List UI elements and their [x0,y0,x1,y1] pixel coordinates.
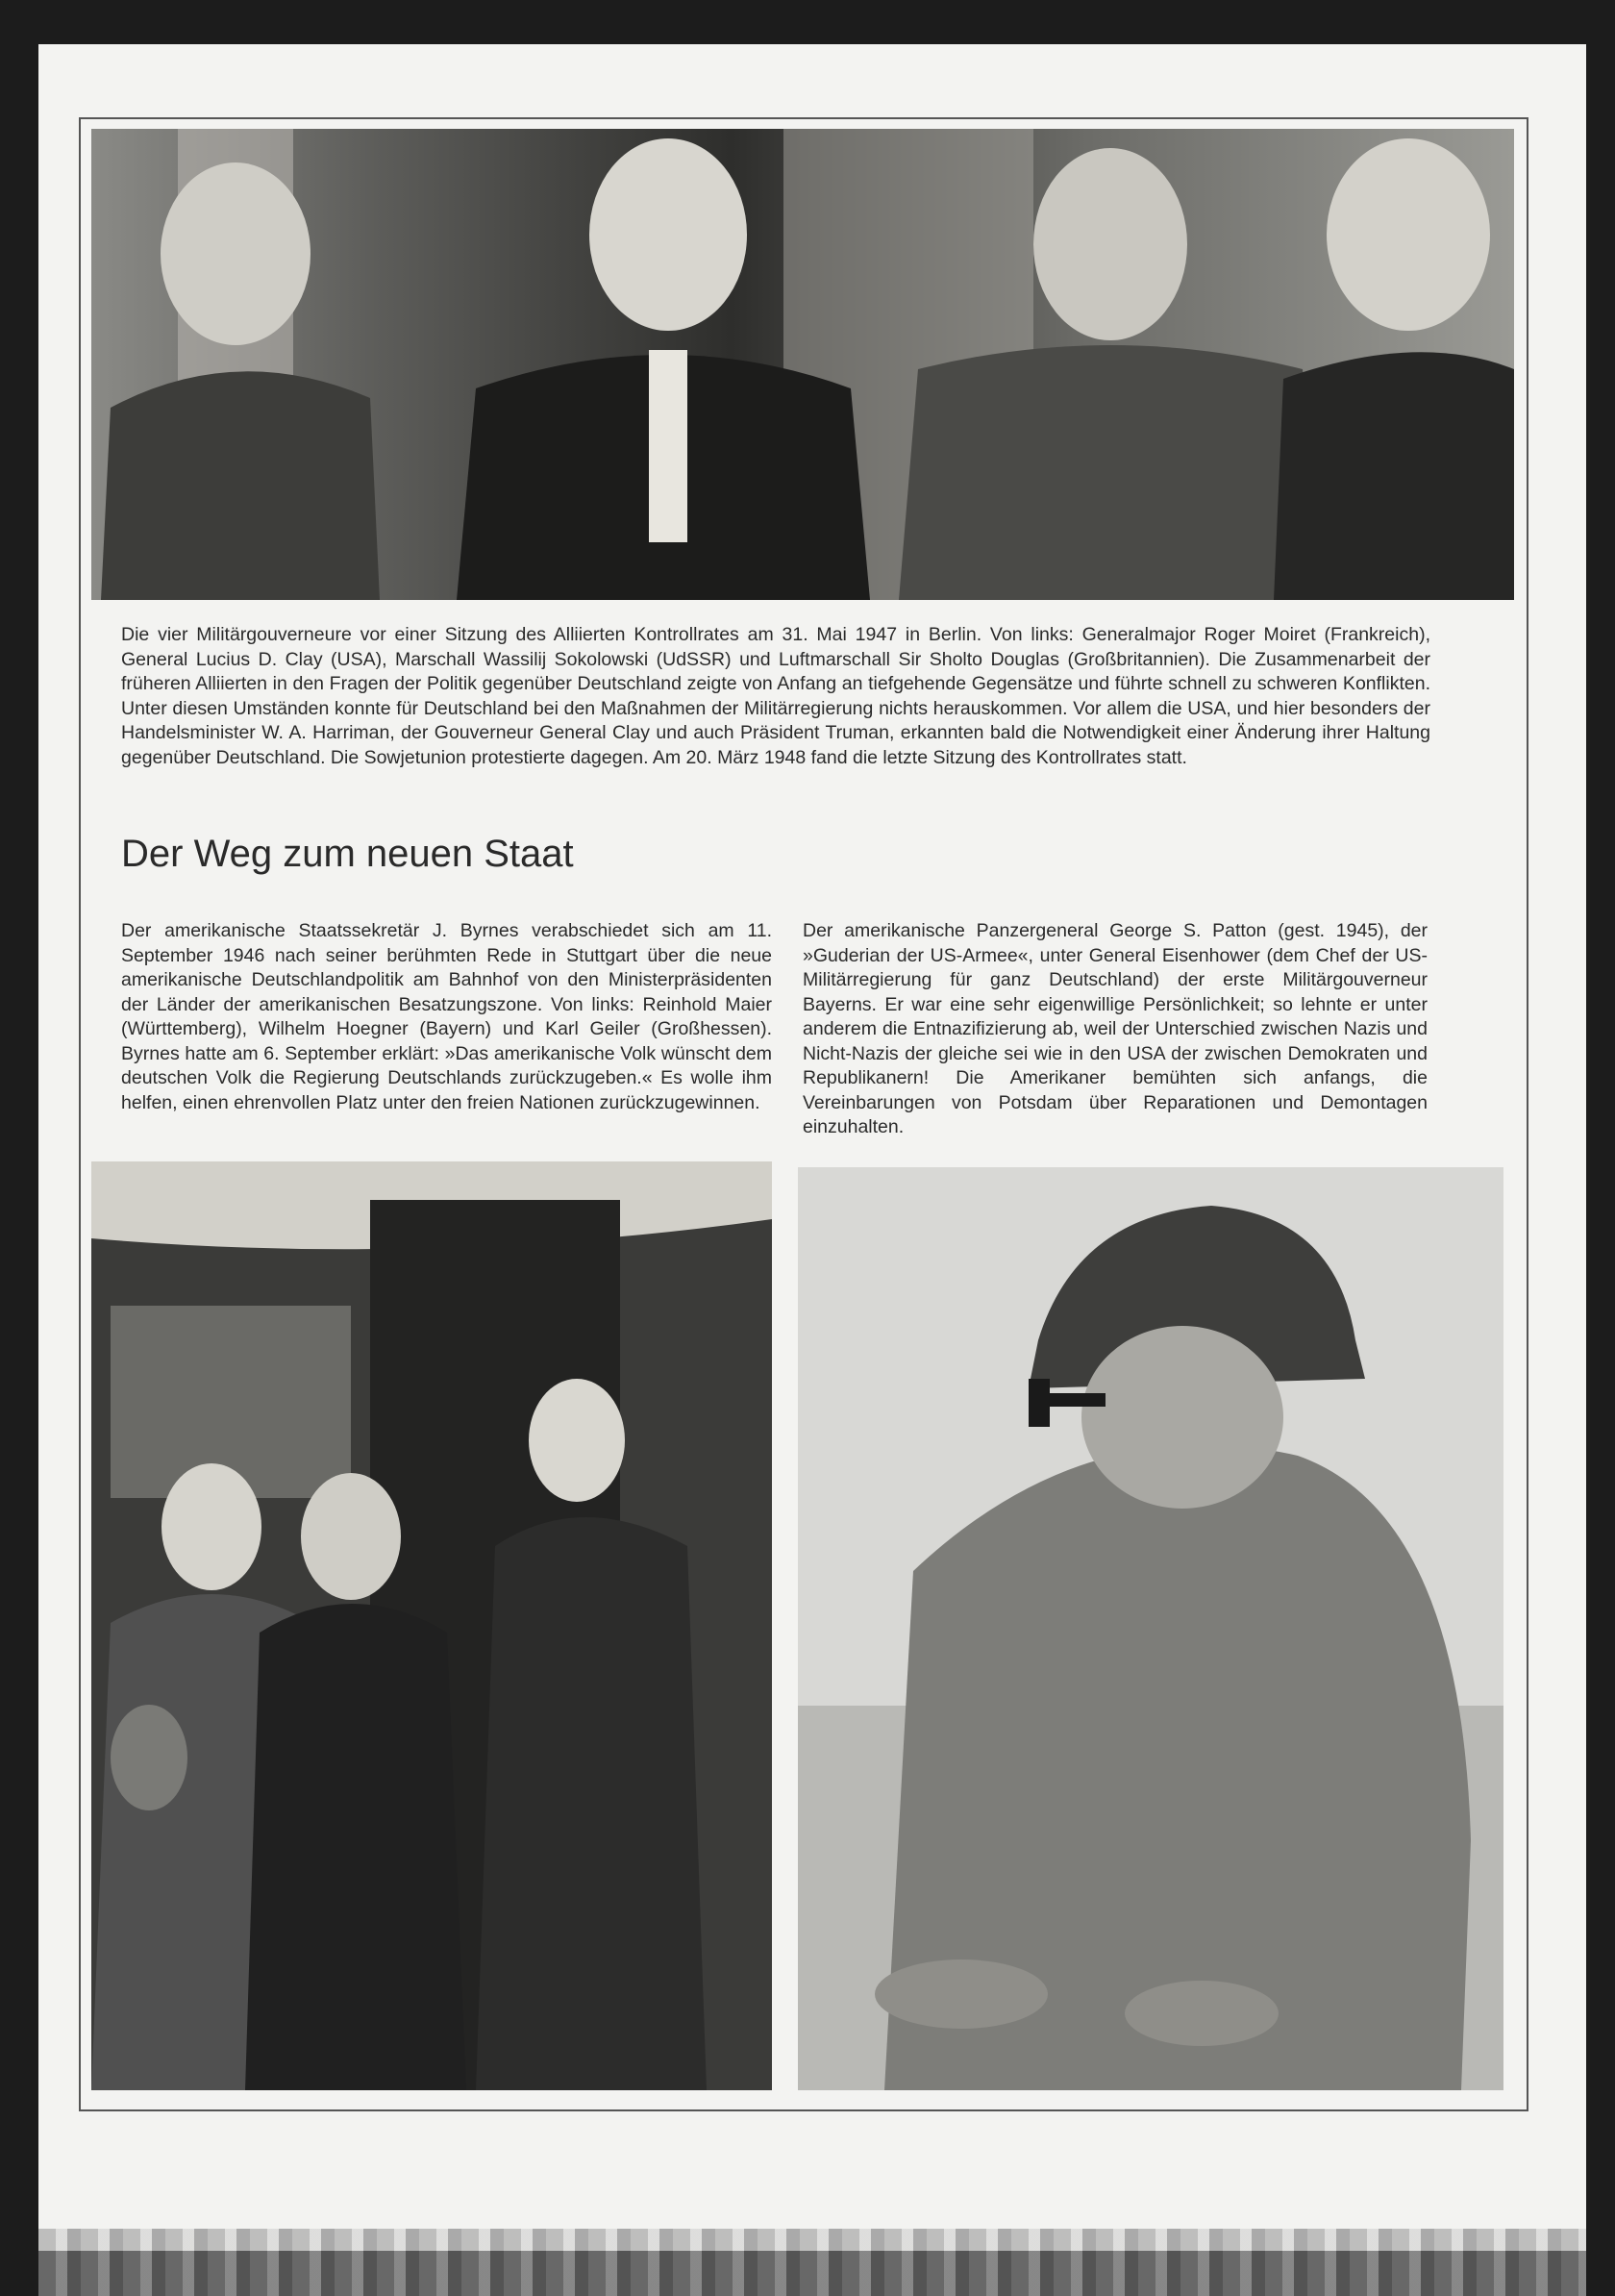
left-photo-caption: Der amerikanische Staatssekretär J. Byrnes verabschiedet sich am 11. September 1946 nach seiner berühmten Rede in Stuttgart über die neue amerikanische Deutschlandpolitik am Bahnhof von den Ministerpräsidenten der Länder der amerikanischen Besatzungszone. Von links: Reinhold Maier (Württemberg), Wilhelm Hoegner (Bayern) und Karl Geiler (Großhessen). Byrnes hatte am 6. September erklärt: »Das amerikanische Volk wünscht dem deutschen Volk die Regierung Deutschlands zurückzugeben.« Es wolle ihm helfen, einen ehrenvollen Platz unter den freien Nationen zurückzugewinnen. [121,920,772,1113]
photo-general-patton [798,1167,1503,2090]
page-title: Der Weg zum neuen Staat [121,833,574,875]
right-photo-caption: Der amerikanische Panzergeneral George S. Patton (gest. 1945), der »Guderian der US-Armee«, unter General Eisenhower (dem Chef der US-Militärregierung für ganz Deutschland) der erste Militärgouverneur Bayerns. Er war eine sehr eigenwillige Persönlichkeit; so lehnte er unter anderem die Entnazifizierung ab, weil der Unterschied zwischen Nazis und Nicht-Nazis der gleiche sei wie in den USA der zwischen Demokraten und Republikanern! Die Amerikaner bemühten sich anfangs, die Vereinbarungen von Potsdam über Reparationen und Demontagen einzuhalten. [803,920,1428,1137]
photo-byrnes-farewell [91,1161,772,2090]
photo-military-governors [91,129,1514,600]
top-photo-caption: Die vier Militärgouverneure vor einer Sitzung des Alliierten Kontrollrates am 31. Mai 1947 in Berlin. Von links: Generalmajor Roger Moiret (Frankreich), General Lucius D. Clay (USA), Marschall Wassilij Sokolowski (UdSSR) und Luftmarschall Sir Sholto Douglas (Großbritannien). Die Zusammenarbeit der früheren Alliierten in den Fragen der Politik gegenüber Deutschland zeigte von Anfang an tiefgehende Gegensätze und führte schnell zu schweren Konflikten. Unter diesen Umständen konnte für Deutschland bei den Maßnahmen der Militärregierung nichts herauskommen. Vor allem die USA, und hier besonders der Handelsminister W. A. Harriman, der Gouverneur General Clay und auch Präsident Truman, erkannten bald die Notwendigkeit einer Änderung ihrer Haltung gegenüber Deutschland. Die Sowjetunion protestierte dagegen. Am 20. März 1948 fand die letzte Sitzung des Kontrollrates statt. [121,624,1430,768]
sleeve-edge [38,2229,1586,2296]
